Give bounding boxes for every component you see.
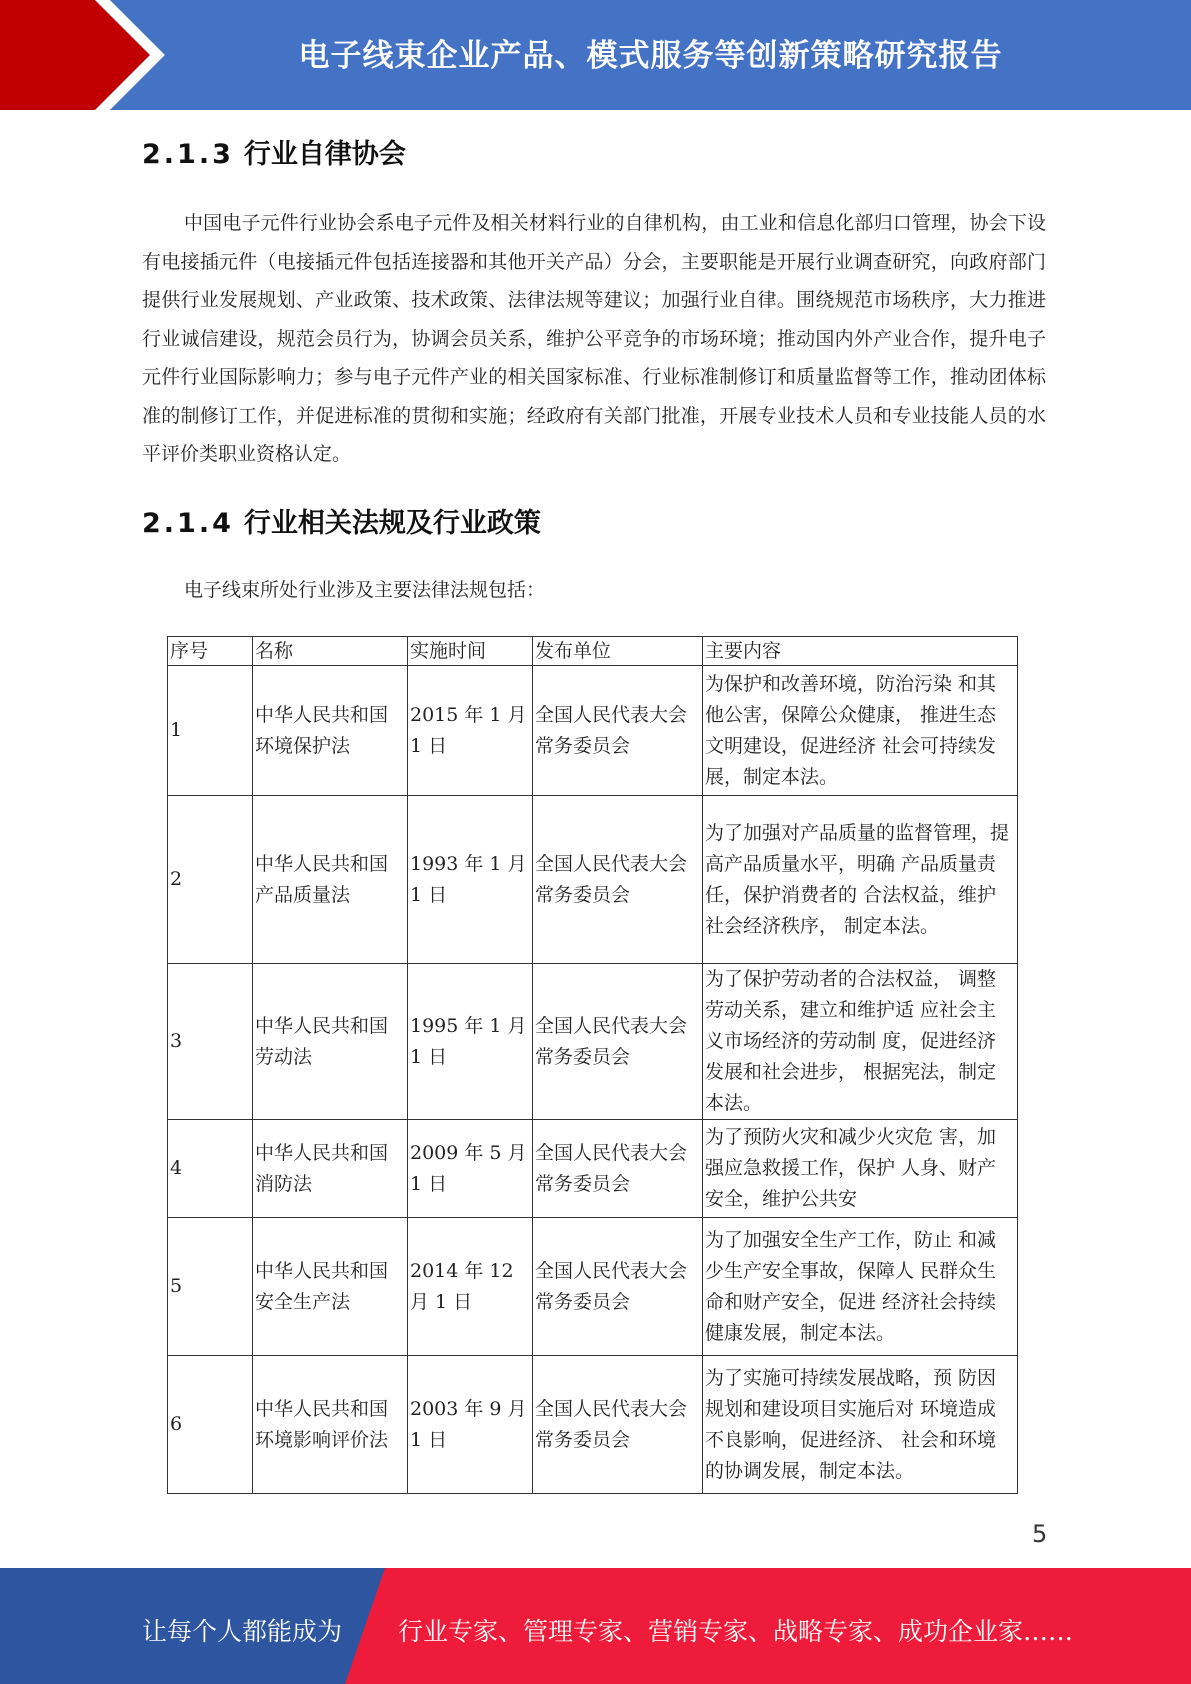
footer-banner — [0, 1568, 1191, 1684]
cell-content: 为保护和改善环境，防治污染 和其他公害，保障公众健康， 推进生态文明建设，促进经济 社会可持续发展，制定本法。 — [703, 666, 1018, 796]
table-row — [168, 1120, 1018, 1218]
table-row — [168, 1356, 1018, 1494]
cell-content: 为了加强安全生产工作，防止 和减少生产安全事故，保障人 民群众生命和财产安全，促进 经济社会持续健康发展，制定本法。 — [703, 1218, 1018, 1356]
cell-publisher: 全国人民代表大会常务委员会 — [533, 666, 703, 796]
cell-publisher: 全国人民代表大会常务委员会 — [533, 796, 703, 964]
section-heading-2-1-3 — [142, 132, 406, 171]
header-cell-date: 实施时间 — [408, 637, 533, 666]
section-title: 行业自律协会 — [243, 139, 406, 170]
section-body-paragraph: 中国电子元件行业协会系电子元件及相关材料行业的自律机构，由工业和信息化部归口管理，协会下设有电接插元件（电接插元件包括连接器和其他开关产品）分会，主要职能是开展行业调查研究，向政府部门提供行业发展规划、产业政策、技术政策、法律法规等建议；加强行业自律。围绕规范市场秩序，大力推进行业诚信建设，规范会员行为，协调会员关系，维护公平竞争的市场环境；推动国内外产业合作，提升电子元件行业国际影响力；参与电子元件产业的相关国家标准、行业标准制修订和质量监督等工作，推动团体标准的制修订工作，并促进标准的贯彻和实施；经政府有关部门批准，开展专业技术人员和专业技能人员的水平评价类职业资格认定。 — [142, 212, 1046, 465]
section-heading-2-1-4 — [142, 501, 541, 540]
header-cell-publisher: 发布单位 — [533, 637, 703, 666]
cell-content: 为了加强对产品质量的监督管理，提高产品质量水平，明确 产品质量责任，保护消费者的 合法权益，维护社会经济秩序， 制定本法。 — [703, 796, 1018, 964]
cell-name: 中华人民共和国劳动法 — [253, 964, 408, 1120]
cell-index: 2 — [168, 796, 253, 964]
cell-index: 5 — [168, 1218, 253, 1356]
regulations-table — [167, 636, 1018, 1494]
table-header-row — [168, 637, 1018, 666]
table-lead-text: 电子线束所处行业涉及主要法律法规包括： — [184, 579, 546, 601]
cell-content: 为了保护劳动者的合法权益， 调整劳动关系，建立和维护适 应社会主义市场经济的劳动制 度，促进经济发展和社会进步， 根据宪法，制定本法。 — [703, 964, 1018, 1120]
section-title: 行业相关法规及行业政策 — [243, 508, 541, 539]
header-cell-content: 主要内容 — [703, 637, 1018, 666]
page-number: 5 — [1032, 1520, 1048, 1548]
cell-publisher: 全国人民代表大会常务委员会 — [533, 1120, 703, 1218]
cell-date: 1995 年 1 月 1 日 — [408, 964, 533, 1120]
cell-name: 中华人民共和国安全生产法 — [253, 1218, 408, 1356]
cell-name: 中华人民共和国消防法 — [253, 1120, 408, 1218]
cell-date: 2009 年 5 月 1 日 — [408, 1120, 533, 1218]
cell-date: 2003 年 9 月 1 日 — [408, 1356, 533, 1494]
header-cell-index: 序号 — [168, 637, 253, 666]
cell-name: 中华人民共和国环境影响评价法 — [253, 1356, 408, 1494]
cell-index: 3 — [168, 964, 253, 1120]
cell-publisher: 全国人民代表大会常务委员会 — [533, 964, 703, 1120]
cell-index: 4 — [168, 1120, 253, 1218]
cell-name: 中华人民共和国环境保护法 — [253, 666, 408, 796]
cell-publisher: 全国人民代表大会常务委员会 — [533, 1218, 703, 1356]
header-cell-name: 名称 — [253, 637, 408, 666]
cell-date: 1993 年 1 月 1 日 — [408, 796, 533, 964]
cell-date: 2015 年 1 月 1 日 — [408, 666, 533, 796]
cell-date: 2014 年 12 月 1 日 — [408, 1218, 533, 1356]
section-number: 2.1.4 — [142, 508, 234, 539]
footer-slogan-right: 行业专家、管理专家、营销专家、战略专家、成功企业家…… — [398, 1617, 1074, 1646]
cell-publisher: 全国人民代表大会常务委员会 — [533, 1356, 703, 1494]
cell-index: 6 — [168, 1356, 253, 1494]
header-banner — [0, 0, 1191, 110]
report-title: 电子线束企业产品、模式服务等创新策略研究报告 — [298, 38, 1003, 74]
cell-content: 为了实施可持续发展战略，预 防因规划和建设项目实施后对 环境造成不良影响，促进经济、 社会和环境的协调发展，制定本法。 — [703, 1356, 1018, 1494]
cell-content: 为了预防火灾和减少火灾危 害，加强应急救援工作，保护 人身、财产安全，维护公共安 — [703, 1120, 1018, 1218]
table-row — [168, 666, 1018, 796]
section-number: 2.1.3 — [142, 139, 234, 170]
table-row — [168, 796, 1018, 964]
cell-index: 1 — [168, 666, 253, 796]
table-row — [168, 964, 1018, 1120]
footer-slogan-left: 让每个人都能成为 — [142, 1617, 343, 1646]
cell-name: 中华人民共和国产品质量法 — [253, 796, 408, 964]
table-row — [168, 1218, 1018, 1356]
